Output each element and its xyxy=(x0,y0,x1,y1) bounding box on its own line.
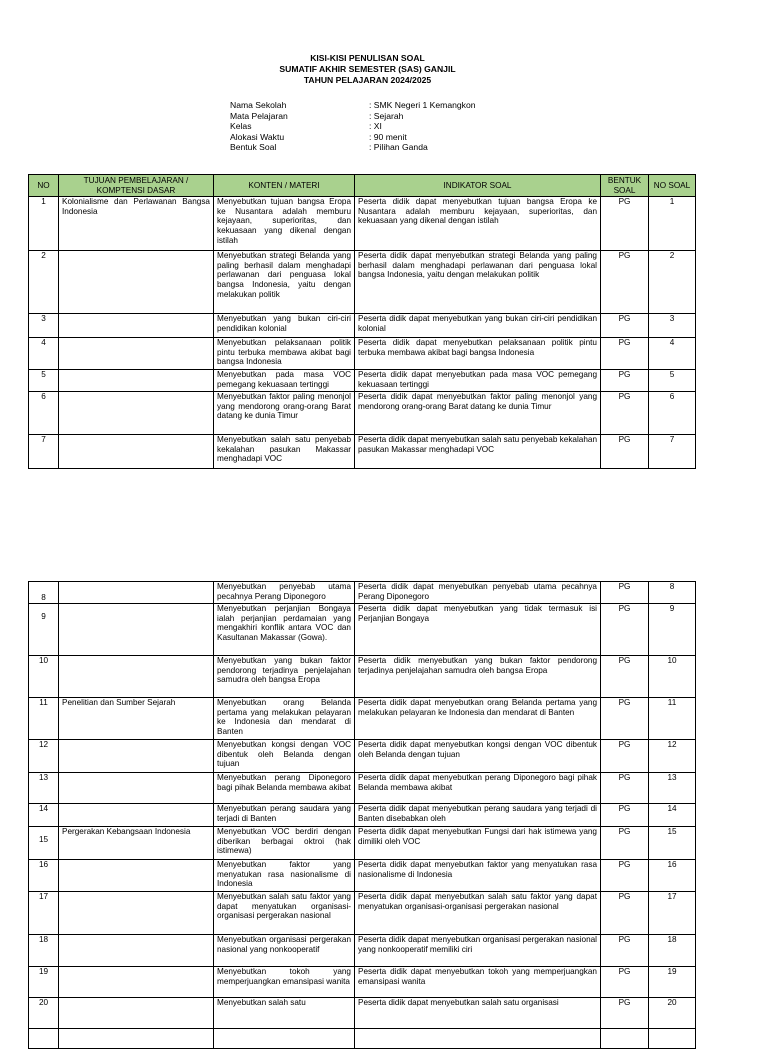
info-value: : 90 menit xyxy=(369,131,407,142)
col-header-bentuk: BENTUK SOAL xyxy=(601,175,649,197)
row-tujuan xyxy=(59,967,214,998)
row-tujuan xyxy=(59,740,214,773)
row-indikator: Peserta didik dapat menyebutkan strategi Belanda yang paling berhasil dalam menghadapi perlawanan dari penguasa lokal bangsa Indonesia, yaitu dengan melakukan politik xyxy=(355,251,601,314)
row-indikator: Peserta didik dapat menyebutkan salah satu penyebab kekalahan pasukan Makassar menghadapi VOC xyxy=(355,435,601,469)
table-row xyxy=(29,935,696,967)
title-line-1: KISI-KISI PENULISAN SOAL xyxy=(310,53,425,63)
row-bentuk xyxy=(601,1029,649,1049)
row-tujuan xyxy=(59,804,214,827)
row-konten: Menyebutkan penyebab utama pecahnya Perang Diponegoro xyxy=(214,582,355,604)
row-bentuk: PG xyxy=(601,998,649,1029)
row-nosoal: 1 xyxy=(649,197,696,251)
row-nosoal: 6 xyxy=(649,392,696,435)
table-row xyxy=(29,314,696,338)
row-indikator: Peserta didik dapat menyebutkan tujuan bangsa Eropa ke Nusantara adalah memburu kejayaan, superioritas, dan kekuasaan yang dikenal dengan istilah xyxy=(355,197,601,251)
info-row xyxy=(230,142,476,153)
col-header-no: NO xyxy=(29,175,59,197)
row-nosoal: 2 xyxy=(649,251,696,314)
row-nosoal: 19 xyxy=(649,967,696,998)
row-indikator: Peserta didik dapat menyebutkan penyebab utama pecahnya Perang Diponegoro xyxy=(355,582,601,604)
row-nosoal: 9 xyxy=(649,604,696,656)
row-konten: Menyebutkan faktor paling menonjol yang mendorong orang-orang Barat datang ke dunia Timur xyxy=(214,392,355,435)
row-indikator: Peserta didik dapat menyebutkan perang saudara yang terjadi di Banten disebabkan oleh xyxy=(355,804,601,827)
row-nosoal: 16 xyxy=(649,860,696,892)
info-value: : XI xyxy=(369,121,382,131)
row-bentuk: PG xyxy=(601,197,649,251)
row-konten: Menyebutkan perang Diponegoro bagi pihak Belanda membawa akibat xyxy=(214,773,355,804)
school-info xyxy=(230,100,476,153)
row-no: 8 xyxy=(29,582,59,604)
row-tujuan: Kolonialisme dan Perlawanan Bangsa Indonesia xyxy=(59,197,214,251)
table-row xyxy=(29,773,696,804)
row-no: 6 xyxy=(29,392,59,435)
row-no: 13 xyxy=(29,773,59,804)
table-row xyxy=(29,804,696,827)
row-bentuk: PG xyxy=(601,827,649,860)
row-tujuan xyxy=(59,435,214,469)
row-no: 7 xyxy=(29,435,59,469)
info-label: Mata Pelajaran xyxy=(230,110,288,121)
row-indikator xyxy=(355,1029,601,1049)
row-indikator: Peserta didik dapat menyebutkan tokoh yang memperjuangkan emansipasi wanita xyxy=(355,967,601,998)
row-konten: Menyebutkan tokoh yang memperjuangkan emansipasi wanita xyxy=(214,967,355,998)
row-indikator: Peserta didik dapat menyebutkan pada masa VOC pemegang kekuasaan tertinggi xyxy=(355,370,601,392)
row-nosoal: 3 xyxy=(649,314,696,338)
blueprint-table-page-2 xyxy=(28,581,696,1049)
row-tujuan xyxy=(59,251,214,314)
row-tujuan xyxy=(59,773,214,804)
row-nosoal: 8 xyxy=(649,582,696,604)
row-no: 20 xyxy=(29,998,59,1029)
row-tujuan: Pergerakan Kebangsaan Indonesia xyxy=(59,827,214,860)
row-konten: Menyebutkan faktor yang menyatukan rasa nasionalisme di Indonesia xyxy=(214,860,355,892)
document-title xyxy=(0,53,735,86)
row-bentuk: PG xyxy=(601,773,649,804)
row-bentuk: PG xyxy=(601,314,649,338)
row-nosoal: 15 xyxy=(649,827,696,860)
row-konten: Menyebutkan VOC berdiri dengan diberikan berbagai oktroi (hak istimewa) xyxy=(214,827,355,860)
row-tujuan xyxy=(59,1029,214,1049)
info-value: : Sejarah xyxy=(369,110,404,121)
row-konten: Menyebutkan yang bukan ciri-ciri pendidikan kolonial xyxy=(214,314,355,338)
row-no: 19 xyxy=(29,967,59,998)
table-row xyxy=(29,827,696,860)
row-no: 17 xyxy=(29,892,59,935)
info-label: Alokasi Waktu xyxy=(230,131,285,142)
table-row xyxy=(29,604,696,656)
row-tujuan xyxy=(59,314,214,338)
row-bentuk: PG xyxy=(601,338,649,370)
row-indikator: Peserta didik dapat menyebutkan Fungsi dari hak istimewa yang dimiliki oleh VOC xyxy=(355,827,601,860)
row-indikator: Peserta didik dapat menyebutkan orang Belanda pertama yang melakukan pelayaran ke Indonesia dan mendarat di Banten xyxy=(355,698,601,740)
row-bentuk: PG xyxy=(601,582,649,604)
row-konten: Menyebutkan perang saudara yang terjadi di Banten xyxy=(214,804,355,827)
row-indikator: Peserta didik dapat menyebutkan yang bukan ciri-ciri pendidikan kolonial xyxy=(355,314,601,338)
table-row xyxy=(29,392,696,435)
row-nosoal: 14 xyxy=(649,804,696,827)
row-nosoal: 18 xyxy=(649,935,696,967)
row-tujuan xyxy=(59,604,214,656)
row-no: 16 xyxy=(29,860,59,892)
row-tujuan xyxy=(59,656,214,698)
row-no: 9 xyxy=(29,604,59,656)
row-indikator: Peserta didik dapat menyebutkan perang Diponegoro bagi pihak Belanda membawa akibat xyxy=(355,773,601,804)
row-tujuan: Penelitian dan Sumber Sejarah xyxy=(59,698,214,740)
info-label: Nama Sekolah xyxy=(230,100,287,110)
row-nosoal: 7 xyxy=(649,435,696,469)
row-konten: Menyebutkan salah satu penyebab kekalahan pasukan Makassar menghadapi VOC xyxy=(214,435,355,469)
row-no: 1 xyxy=(29,197,59,251)
row-indikator: Peserta didik dapat menyebutkan yang tidak termasuk isi Perjanjian Bongaya xyxy=(355,604,601,656)
row-indikator: Peserta didik dapat menyebutkan organisasi pergerakan nasional yang nonkooperatif memiliki ciri xyxy=(355,935,601,967)
row-bentuk: PG xyxy=(601,251,649,314)
col-header-tujuan: TUJUAN PEMBELAJARAN / KOMPTENSI DASAR xyxy=(59,175,214,197)
row-bentuk: PG xyxy=(601,892,649,935)
row-indikator: Peserta didik dapat menyebutkan faktor yang menyatukan rasa nasionalisme di Indonesia xyxy=(355,860,601,892)
row-indikator: Peserta didik dapat menyebutkan salah satu organisasi xyxy=(355,998,601,1029)
row-tujuan xyxy=(59,582,214,604)
row-no: 14 xyxy=(29,804,59,827)
row-nosoal: 5 xyxy=(649,370,696,392)
table-row xyxy=(29,251,696,314)
info-value: : SMK Negeri 1 Kemangkon xyxy=(369,100,476,110)
row-indikator: Peserta didik menyebutkan yang bukan faktor pendorong terjadinya penjelajahan samudra oleh bangsa Eropa xyxy=(355,656,601,698)
row-no: 5 xyxy=(29,370,59,392)
table-header-row xyxy=(29,175,696,197)
table-row xyxy=(29,656,696,698)
row-no: 10 xyxy=(29,656,59,698)
info-value: : Pilihan Ganda xyxy=(369,142,428,152)
row-tujuan xyxy=(59,860,214,892)
row-no: 15 xyxy=(29,827,59,860)
row-tujuan xyxy=(59,392,214,435)
row-nosoal: 13 xyxy=(649,773,696,804)
row-nosoal: 17 xyxy=(649,892,696,935)
row-no: 4 xyxy=(29,338,59,370)
col-header-nosoal: NO SOAL xyxy=(649,175,696,197)
row-konten: Menyebutkan orang Belanda pertama yang melakukan pelayaran ke Indonesia dan mendarat di Banten xyxy=(214,698,355,740)
table-row xyxy=(29,370,696,392)
table-row xyxy=(29,740,696,773)
info-row xyxy=(230,111,476,122)
row-tujuan xyxy=(59,338,214,370)
row-nosoal: 20 xyxy=(649,998,696,1029)
col-header-indikator: INDIKATOR SOAL xyxy=(355,175,601,197)
table-row xyxy=(29,338,696,370)
table-row xyxy=(29,892,696,935)
row-tujuan xyxy=(59,935,214,967)
row-no: 2 xyxy=(29,251,59,314)
row-bentuk: PG xyxy=(601,967,649,998)
row-no: 11 xyxy=(29,698,59,740)
table-row xyxy=(29,698,696,740)
row-konten: Menyebutkan salah satu faktor yang dapat menyatukan organisasi-organisasi pergerakan nasional xyxy=(214,892,355,935)
row-nosoal: 11 xyxy=(649,698,696,740)
row-konten: Menyebutkan pelaksanaan politik pintu terbuka membawa akibat bagi bangsa Indonesia xyxy=(214,338,355,370)
row-no: 18 xyxy=(29,935,59,967)
row-no: 3 xyxy=(29,314,59,338)
table-row xyxy=(29,582,696,604)
row-konten: Menyebutkan pada masa VOC pemegang kekuasaan tertinggi xyxy=(214,370,355,392)
info-row xyxy=(230,100,476,111)
info-row xyxy=(230,121,476,132)
table-row xyxy=(29,435,696,469)
row-konten: Menyebutkan organisasi pergerakan nasional yang nonkooperatif xyxy=(214,935,355,967)
row-konten: Menyebutkan perjanjian Bongaya ialah perjanjian perdamaian yang mengakhiri konflik antara VOC dan Kasultanan Makassar (Gowa). xyxy=(214,604,355,656)
row-konten: Menyebutkan yang bukan faktor pendorong terjadinya penjelajahan samudra oleh bangsa Eropa xyxy=(214,656,355,698)
info-row xyxy=(230,132,476,143)
row-bentuk: PG xyxy=(601,604,649,656)
row-tujuan xyxy=(59,892,214,935)
table-row xyxy=(29,197,696,251)
row-bentuk: PG xyxy=(601,804,649,827)
row-bentuk: PG xyxy=(601,698,649,740)
row-bentuk: PG xyxy=(601,935,649,967)
row-indikator: Peserta didik dapat menyebutkan kongsi dengan VOC dibentuk oleh Belanda dengan tujuan xyxy=(355,740,601,773)
row-konten: Menyebutkan strategi Belanda yang paling berhasil dalam menghadapi perlawanan dari penguasa lokal bangsa Indonesia, yaitu dengan melakukan politik xyxy=(214,251,355,314)
blueprint-table-page-1 xyxy=(28,174,696,469)
table-row xyxy=(29,967,696,998)
row-nosoal: 10 xyxy=(649,656,696,698)
info-label: Bentuk Soal xyxy=(230,142,277,152)
table-row xyxy=(29,860,696,892)
row-bentuk: PG xyxy=(601,740,649,773)
row-konten: Menyebutkan tujuan bangsa Eropa ke Nusantara adalah memburu kejayaan, superioritas, dan kekuasaan yang dikenal dengan istilah xyxy=(214,197,355,251)
row-bentuk: PG xyxy=(601,435,649,469)
row-indikator: Peserta didik dapat menyebutkan pelaksanaan politik pintu terbuka membawa akibat bagi bangsa Indonesia xyxy=(355,338,601,370)
row-nosoal: 4 xyxy=(649,338,696,370)
row-no: 12 xyxy=(29,740,59,773)
row-konten xyxy=(214,1029,355,1049)
row-tujuan xyxy=(59,370,214,392)
row-bentuk: PG xyxy=(601,860,649,892)
title-line-3: TAHUN PELAJARAN 2024/2025 xyxy=(303,75,432,85)
row-indikator: Peserta didik dapat menyebutkan faktor paling menonjol yang mendorong orang-orang Barat datang ke dunia Timur xyxy=(355,392,601,435)
row-konten: Menyebutkan salah satu xyxy=(214,998,355,1029)
row-indikator: Peserta didik dapat menyebutkan salah satu faktor yang dapat menyatukan organisasi-organisasi pergerakan nasional xyxy=(355,892,601,935)
row-no xyxy=(29,1029,59,1049)
col-header-konten: KONTEN / MATERI xyxy=(214,175,355,197)
table-row xyxy=(29,1029,696,1049)
row-bentuk: PG xyxy=(601,392,649,435)
info-label: Kelas xyxy=(230,121,252,131)
row-bentuk: PG xyxy=(601,370,649,392)
row-bentuk: PG xyxy=(601,656,649,698)
row-nosoal xyxy=(649,1029,696,1049)
title-line-2: SUMATIF AKHIR SEMESTER (SAS) GANJIL xyxy=(279,64,456,74)
row-nosoal: 12 xyxy=(649,740,696,773)
row-konten: Menyebutkan kongsi dengan VOC dibentuk oleh Belanda dengan tujuan xyxy=(214,740,355,773)
